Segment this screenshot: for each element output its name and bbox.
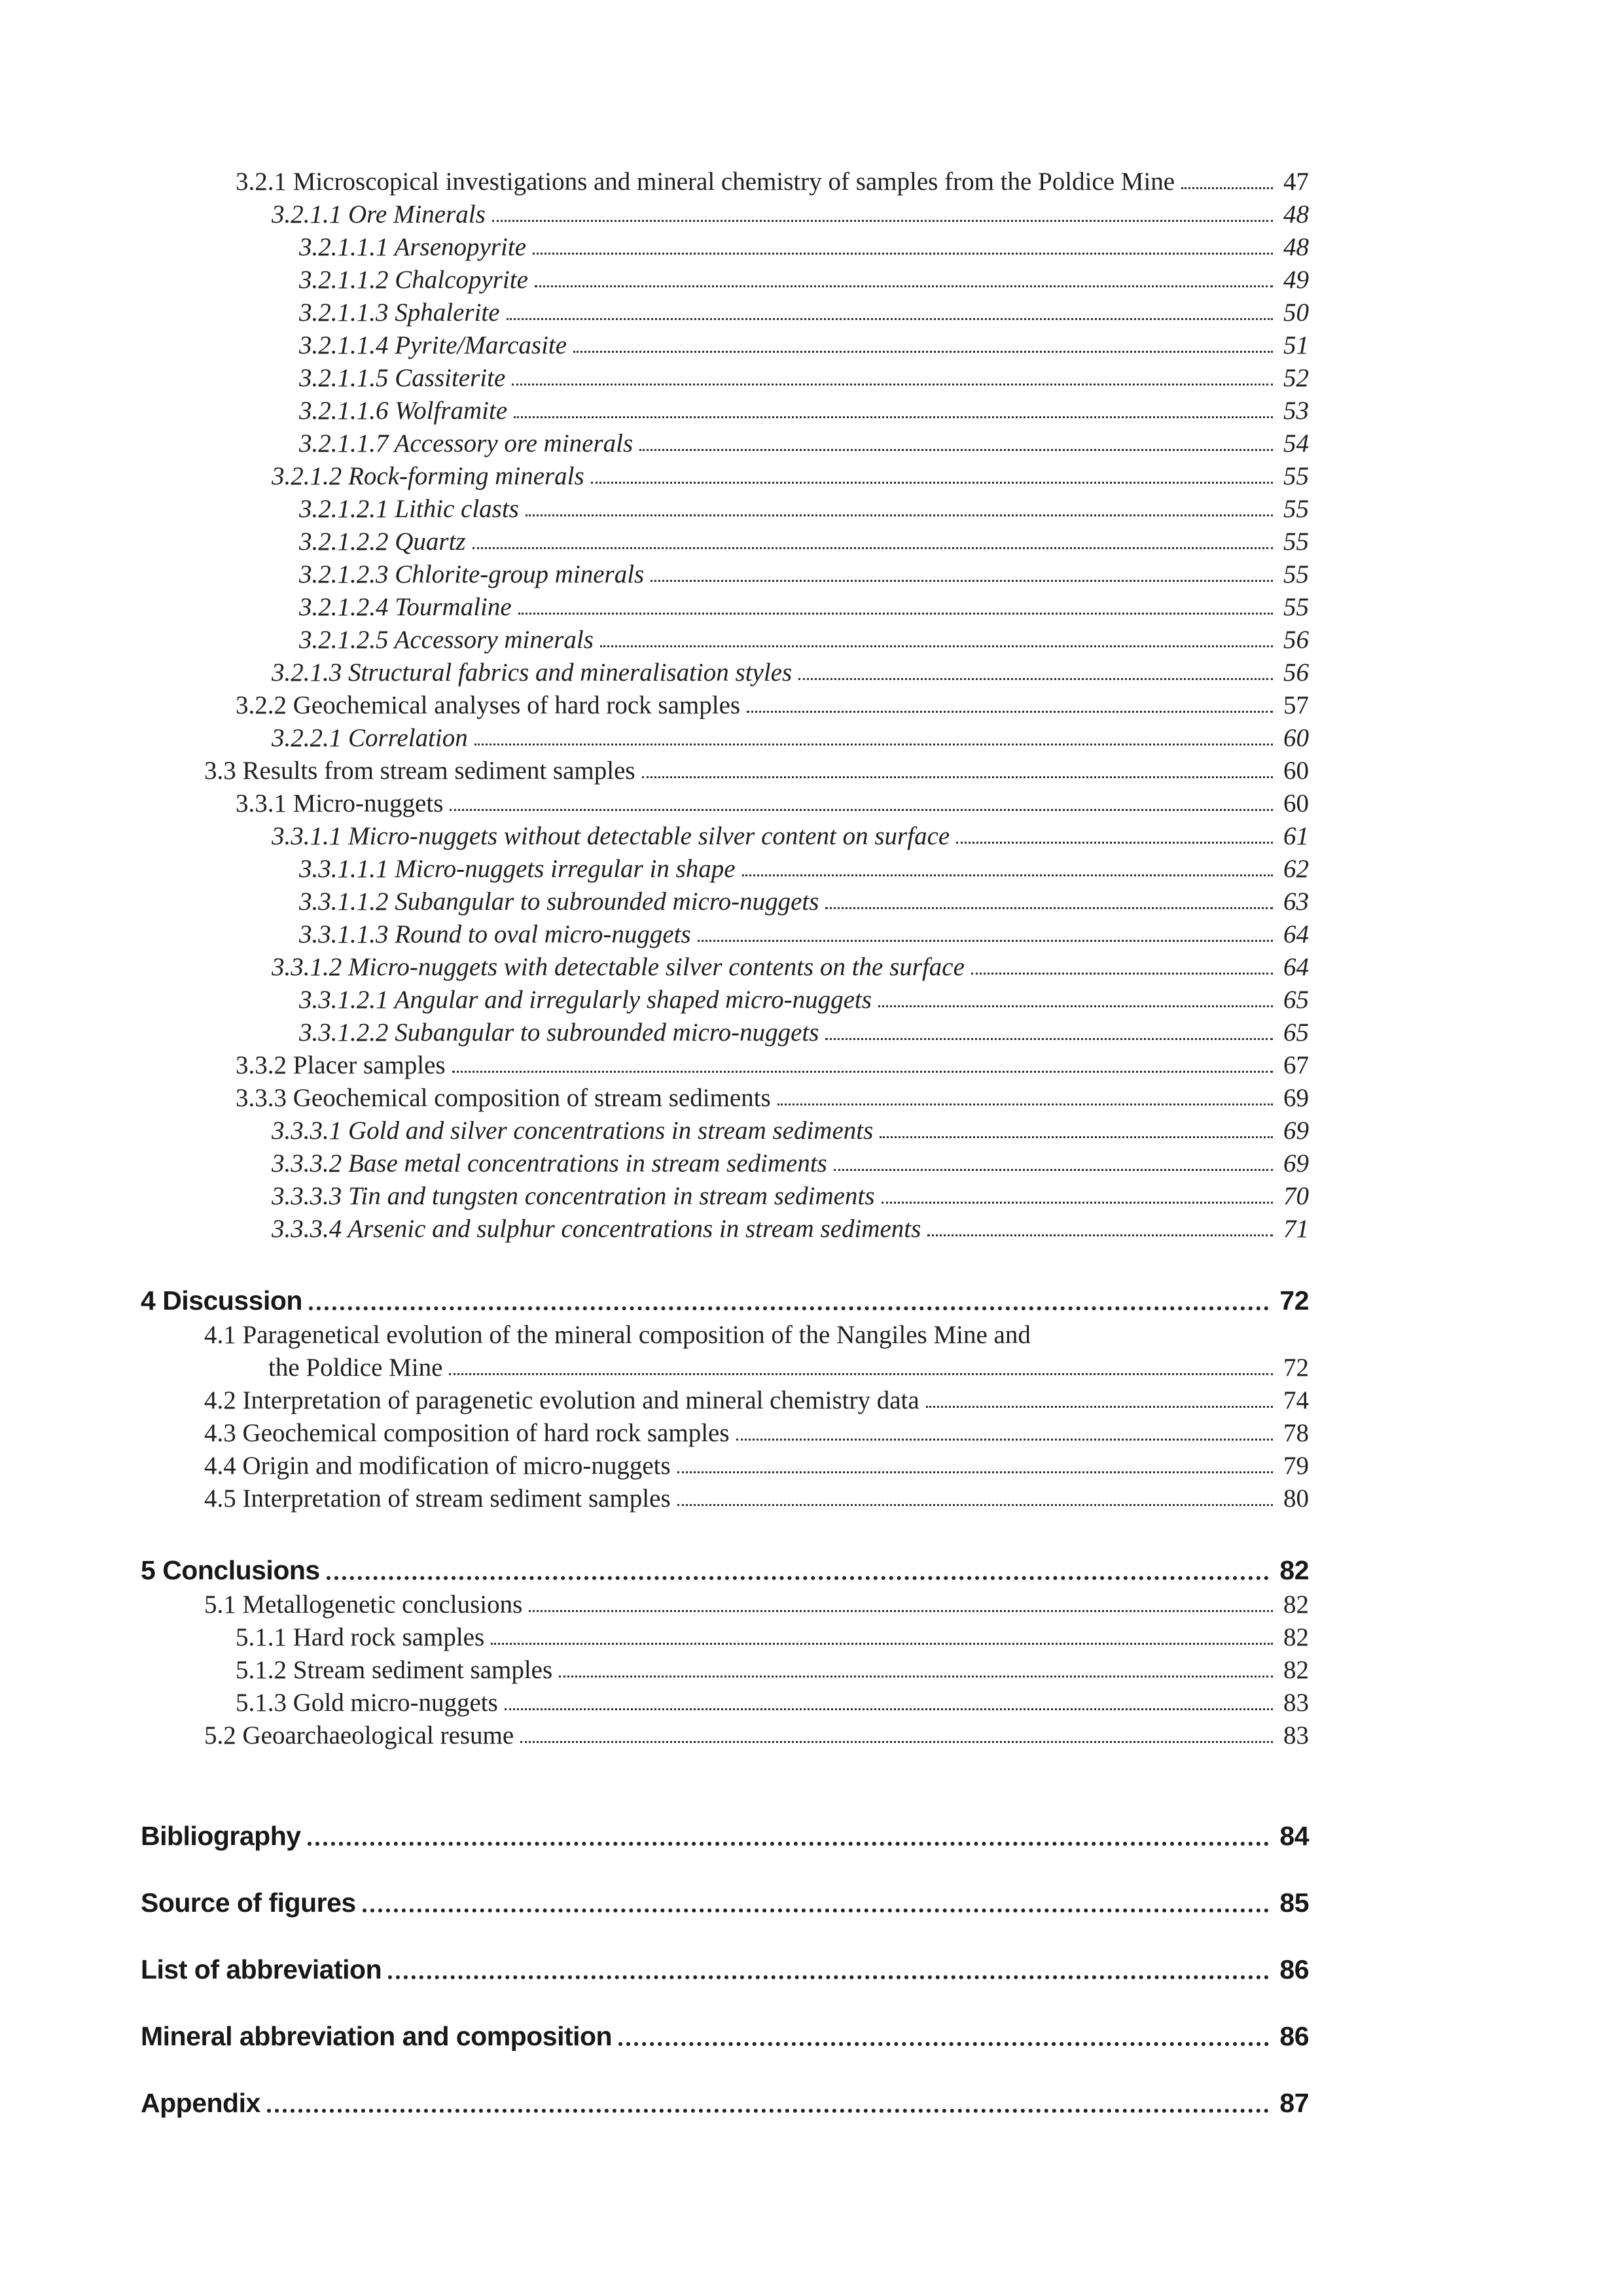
toc-entry-text: 3.2.1.2.1 Lithic clasts bbox=[299, 495, 519, 523]
toc-entry-text: List of abbreviation bbox=[141, 1954, 382, 1984]
toc-entry bbox=[141, 558, 1309, 591]
toc-page-number: 57 bbox=[1283, 691, 1309, 719]
toc-entry bbox=[141, 1213, 1309, 1246]
toc-entry-mineral-abbreviation bbox=[141, 2018, 1309, 2054]
toc-page-number: 72 bbox=[1283, 1354, 1309, 1382]
toc-entry bbox=[141, 427, 1309, 460]
toc-entry-bibliography bbox=[141, 1818, 1309, 1854]
toc-leader-dots bbox=[363, 1909, 1270, 1912]
toc-leader-dots bbox=[825, 1038, 1273, 1040]
toc-entry-text: 3.2.1.1 Ore Minerals bbox=[272, 200, 486, 228]
toc-page-number: 83 bbox=[1283, 1689, 1309, 1717]
toc-entry bbox=[141, 493, 1309, 526]
toc-entry-text: 3.3 Results from stream sediment samples bbox=[204, 757, 635, 785]
toc-entry-text: Bibliography bbox=[141, 1821, 301, 1851]
toc-page-number: 55 bbox=[1283, 560, 1309, 588]
toc-entry bbox=[141, 984, 1309, 1016]
toc-page-number: 62 bbox=[1283, 855, 1309, 883]
toc-entry bbox=[141, 656, 1309, 689]
toc-leader-dots bbox=[742, 874, 1273, 876]
toc-entry-text: 3.3.1.2 Micro-nuggets with detectable silver contents on the surface bbox=[272, 953, 965, 981]
toc-page-number: 52 bbox=[1283, 364, 1309, 392]
toc-page-number: 82 bbox=[1283, 1590, 1309, 1619]
toc-entry-text: 3.3.1.2.1 Angular and irregularly shaped micro-nuggets bbox=[299, 986, 872, 1014]
toc-page-number: 82 bbox=[1283, 1656, 1309, 1684]
toc-entry-text: 3.3.3.3 Tin and tungsten concentration in stream sediments bbox=[272, 1182, 875, 1210]
toc-entry-text: 3.3.3.4 Arsenic and sulphur concentrations in stream sediments bbox=[272, 1215, 921, 1243]
toc-entry-text: 3.3.1.1.3 Round to oval micro-nuggets bbox=[299, 920, 691, 948]
toc-entry-text: the Poldice Mine bbox=[268, 1354, 443, 1382]
toc-entry bbox=[141, 526, 1309, 558]
toc-entry-text: 5 Conclusions bbox=[141, 1555, 320, 1585]
toc-leader-dots bbox=[505, 1708, 1273, 1710]
toc-entry bbox=[141, 1482, 1309, 1515]
toc-page-number: 86 bbox=[1279, 1954, 1309, 1984]
toc-page-number: 55 bbox=[1283, 462, 1309, 490]
toc-entry bbox=[141, 1588, 1309, 1621]
toc-page-number: 87 bbox=[1279, 2088, 1309, 2118]
toc-page-number: 61 bbox=[1283, 822, 1309, 850]
toc-page-number: 71 bbox=[1283, 1215, 1309, 1243]
toc-leader-dots bbox=[449, 1373, 1273, 1375]
toc-entry bbox=[141, 1719, 1309, 1752]
toc-entry-text: 3.2.1.2 Rock-forming minerals bbox=[272, 462, 584, 490]
toc-entry-text: 3.3.3 Geochemical composition of stream sediments bbox=[236, 1084, 771, 1112]
toc-entry-text: Mineral abbreviation and composition bbox=[141, 2021, 613, 2051]
toc-entry bbox=[141, 1319, 1309, 1352]
toc-page-number: 69 bbox=[1283, 1117, 1309, 1145]
toc-entry bbox=[141, 1082, 1309, 1115]
toc-leader-dots bbox=[533, 253, 1273, 255]
toc-leader-dots bbox=[651, 580, 1273, 582]
toc-entry-text: 3.3.1.2.2 Subangular to subrounded micro-nuggets bbox=[299, 1018, 819, 1047]
toc-entry bbox=[141, 460, 1309, 493]
toc-page-number: 55 bbox=[1283, 593, 1309, 621]
toc-entry-text: 3.2.1.1.1 Arsenopyrite bbox=[299, 233, 527, 261]
toc-leader-dots bbox=[1181, 187, 1273, 189]
toc-entry-text: 5.2 Geoarchaeological resume bbox=[204, 1721, 514, 1749]
toc-page-number: 48 bbox=[1283, 233, 1309, 261]
toc-page-number: 50 bbox=[1283, 298, 1309, 327]
toc-entry-text: Source of figures bbox=[141, 1888, 356, 1918]
toc-entry bbox=[141, 722, 1309, 755]
toc-entry-text: 4.1 Paragenetical evolution of the mineral composition of the Nangiles Mine and bbox=[204, 1321, 1031, 1349]
toc-leader-dots bbox=[677, 1504, 1273, 1506]
toc-entry-text: 3.2.1.2.2 Quartz bbox=[299, 528, 466, 556]
toc-page-number: 82 bbox=[1283, 1623, 1309, 1651]
toc-leader-dots bbox=[491, 1643, 1273, 1645]
toc-leader-dots bbox=[452, 1071, 1273, 1073]
toc-entry-text: 5.1 Metallogenetic conclusions bbox=[204, 1590, 523, 1619]
toc-entry-section-conclusions bbox=[141, 1552, 1309, 1588]
toc-page-number: 69 bbox=[1283, 1149, 1309, 1177]
toc-leader-dots bbox=[388, 1975, 1269, 1979]
toc-page-number: 60 bbox=[1283, 724, 1309, 752]
toc-entry-text: 3.2.1.2.5 Accessory minerals bbox=[299, 626, 594, 654]
toc-leader-dots bbox=[507, 318, 1273, 320]
toc-entry bbox=[141, 362, 1309, 395]
toc-entry-text: 3.3.1 Micro-nuggets bbox=[236, 789, 444, 817]
toc-entry-text: 3.2.1 Microscopical investigations and mineral chemistry of samples from the Poldice Mine bbox=[236, 168, 1175, 196]
toc-leader-dots bbox=[618, 2042, 1269, 2046]
toc-entry bbox=[141, 787, 1309, 820]
toc-entry-text: 3.2.1.1.6 Wolframite bbox=[299, 397, 508, 425]
toc-leader-dots bbox=[450, 809, 1273, 811]
toc-entry-text: 3.3.3.1 Gold and silver concentrations in stream sediments bbox=[272, 1117, 874, 1145]
toc-entry bbox=[141, 1687, 1309, 1719]
toc-entry-text: 3.3.1.1.2 Subangular to subrounded micro-nuggets bbox=[299, 888, 819, 916]
toc-page-number: 60 bbox=[1283, 789, 1309, 817]
toc-entry bbox=[141, 1180, 1309, 1213]
toc-page-number: 53 bbox=[1283, 397, 1309, 425]
toc-leader-dots bbox=[474, 744, 1273, 745]
toc-page-number: 60 bbox=[1283, 757, 1309, 785]
toc-leader-dots bbox=[798, 678, 1273, 680]
toc-leader-dots bbox=[514, 416, 1273, 418]
toc-leader-dots bbox=[573, 351, 1273, 353]
toc-entry bbox=[141, 166, 1309, 198]
toc-leader-dots bbox=[492, 220, 1273, 222]
toc-entry bbox=[141, 689, 1309, 722]
toc-entry-text: 3.3.1.1 Micro-nuggets without detectable silver content on surface bbox=[272, 822, 950, 850]
toc-page-number: 83 bbox=[1283, 1721, 1309, 1749]
toc-page-number: 69 bbox=[1283, 1084, 1309, 1112]
toc-entry-text: 3.2.1.1.7 Accessory ore minerals bbox=[299, 429, 633, 457]
toc-entry bbox=[141, 853, 1309, 886]
toc-leader-dots bbox=[777, 1103, 1273, 1105]
toc-leader-dots bbox=[559, 1676, 1273, 1677]
toc-leader-dots bbox=[327, 1576, 1270, 1580]
toc-page-number: 80 bbox=[1283, 1484, 1309, 1513]
toc-page-number: 82 bbox=[1279, 1555, 1309, 1585]
toc-page-number: 74 bbox=[1283, 1386, 1309, 1414]
toc-entry bbox=[141, 1147, 1309, 1180]
toc-leader-dots bbox=[518, 613, 1273, 615]
toc-entry-text: 4 Discussion bbox=[141, 1285, 302, 1316]
toc-entry bbox=[141, 1115, 1309, 1147]
toc-leader-dots bbox=[473, 547, 1273, 549]
toc-leader-dots bbox=[971, 973, 1273, 975]
toc-page-number: 63 bbox=[1283, 888, 1309, 916]
toc-entry-text: 3.2.2 Geochemical analyses of hard rock samples bbox=[236, 691, 741, 719]
toc-page-number: 56 bbox=[1283, 626, 1309, 654]
toc-entry bbox=[141, 1417, 1309, 1450]
toc-entry-text: 3.2.1.1.5 Cassiterite bbox=[299, 364, 506, 392]
toc-leader-dots bbox=[535, 285, 1273, 287]
toc-leader-dots bbox=[834, 1169, 1273, 1171]
toc-entry bbox=[141, 755, 1309, 787]
toc-leader-dots bbox=[747, 711, 1273, 713]
toc-entry bbox=[141, 591, 1309, 624]
toc-entry bbox=[141, 886, 1309, 918]
toc-entry-text: 4.3 Geochemical composition of hard rock samples bbox=[204, 1419, 730, 1447]
toc-leader-dots bbox=[882, 1202, 1273, 1204]
toc-entry bbox=[141, 231, 1309, 264]
toc-entry-text: 3.3.1.1.1 Micro-nuggets irregular in shape bbox=[299, 855, 736, 883]
toc-entry-text: 3.2.2.1 Correlation bbox=[272, 724, 468, 752]
toc-leader-dots bbox=[698, 940, 1273, 942]
toc-page-number: 49 bbox=[1283, 266, 1309, 294]
toc-entry bbox=[141, 1049, 1309, 1082]
toc-page-number: 47 bbox=[1283, 168, 1309, 196]
toc-page-number: 64 bbox=[1283, 920, 1309, 948]
toc-leader-dots bbox=[639, 449, 1273, 451]
toc-page-number: 56 bbox=[1283, 658, 1309, 687]
toc-leader-dots bbox=[591, 482, 1273, 484]
toc-entry bbox=[141, 1450, 1309, 1482]
toc-page-number: 78 bbox=[1283, 1419, 1309, 1447]
toc-entry bbox=[141, 918, 1309, 951]
toc-leader-dots bbox=[956, 842, 1273, 844]
toc-entry-source-of-figures bbox=[141, 1884, 1309, 1921]
toc-entry-text: 5.1.3 Gold micro-nuggets bbox=[236, 1689, 498, 1717]
toc-entry bbox=[141, 264, 1309, 296]
toc-leader-dots bbox=[642, 776, 1273, 778]
toc-page-number: 67 bbox=[1283, 1051, 1309, 1079]
toc-leader-dots bbox=[600, 645, 1273, 647]
toc-page-number: 48 bbox=[1283, 200, 1309, 228]
toc-leader-dots bbox=[880, 1136, 1273, 1138]
toc-entry-appendix bbox=[141, 2085, 1309, 2121]
toc-entry bbox=[141, 1016, 1309, 1049]
toc-entry-text: 3.2.1.2.3 Chlorite-group minerals bbox=[299, 560, 645, 588]
toc-leader-dots bbox=[825, 907, 1273, 909]
toc-entry bbox=[141, 1654, 1309, 1687]
toc-page-number: 85 bbox=[1279, 1888, 1309, 1918]
toc-leader-dots bbox=[529, 1610, 1273, 1612]
toc-page-number: 51 bbox=[1283, 331, 1309, 359]
toc-leader-dots bbox=[736, 1439, 1273, 1441]
toc-leader-dots bbox=[512, 384, 1273, 386]
toc-leader-dots bbox=[309, 1306, 1269, 1310]
toc-entry-text: 3.2.1.2.4 Tourmaline bbox=[299, 593, 512, 621]
toc-entry-text: 3.2.1.3 Structural fabrics and mineralisation styles bbox=[272, 658, 793, 687]
toc-page-number: 65 bbox=[1283, 986, 1309, 1014]
toc-page-number: 72 bbox=[1279, 1285, 1309, 1316]
toc-entry-text: 4.4 Origin and modification of micro-nuggets bbox=[204, 1452, 671, 1480]
toc-leader-dots bbox=[878, 1005, 1273, 1007]
toc-entry-continuation bbox=[141, 1352, 1309, 1384]
toc-entry bbox=[141, 395, 1309, 427]
toc-entry bbox=[141, 624, 1309, 656]
toc-page-number: 84 bbox=[1279, 1821, 1309, 1851]
toc-entry-section-discussion bbox=[141, 1282, 1309, 1319]
toc-entry-text: Appendix bbox=[141, 2088, 260, 2118]
toc-entry bbox=[141, 1621, 1309, 1654]
toc-page-number: 64 bbox=[1283, 953, 1309, 981]
toc-entry bbox=[141, 296, 1309, 329]
toc-entry-text: 4.5 Interpretation of stream sediment samples bbox=[204, 1484, 671, 1513]
toc-entry bbox=[141, 198, 1309, 231]
toc-page-number: 55 bbox=[1283, 495, 1309, 523]
toc-leader-dots bbox=[308, 1842, 1270, 1846]
toc-leader-dots bbox=[267, 2109, 1270, 2113]
toc-page-number: 86 bbox=[1279, 2021, 1309, 2051]
toc-page-number: 65 bbox=[1283, 1018, 1309, 1047]
toc-entry-text: 5.1.2 Stream sediment samples bbox=[236, 1656, 553, 1684]
toc-page-number: 79 bbox=[1283, 1452, 1309, 1480]
toc-page-number: 70 bbox=[1283, 1182, 1309, 1210]
toc-leader-dots bbox=[926, 1406, 1273, 1408]
toc-entry-text: 5.1.1 Hard rock samples bbox=[236, 1623, 485, 1651]
toc-leader-dots bbox=[677, 1471, 1273, 1473]
toc-page-number: 55 bbox=[1283, 528, 1309, 556]
toc-entry bbox=[141, 329, 1309, 362]
toc-entry-text: 3.2.1.1.3 Sphalerite bbox=[299, 298, 500, 327]
toc-leader-dots bbox=[526, 514, 1273, 516]
toc-leader-dots bbox=[927, 1234, 1273, 1236]
toc-page-number: 54 bbox=[1283, 429, 1309, 457]
toc-entry-list-of-abbreviation bbox=[141, 1951, 1309, 1988]
toc-entry bbox=[141, 951, 1309, 984]
toc-entry-text: 3.3.2 Placer samples bbox=[236, 1051, 446, 1079]
toc-entry bbox=[141, 1384, 1309, 1417]
toc-leader-dots bbox=[520, 1741, 1273, 1743]
toc-entry-text: 3.2.1.1.2 Chalcopyrite bbox=[299, 266, 528, 294]
toc-entry-text: 4.2 Interpretation of paragenetic evolution and mineral chemistry data bbox=[204, 1386, 919, 1414]
toc-entry bbox=[141, 820, 1309, 853]
toc-entry-text: 3.2.1.1.4 Pyrite/Marcasite bbox=[299, 331, 567, 359]
toc-entry-text: 3.3.3.2 Base metal concentrations in stream sediments bbox=[272, 1149, 827, 1177]
